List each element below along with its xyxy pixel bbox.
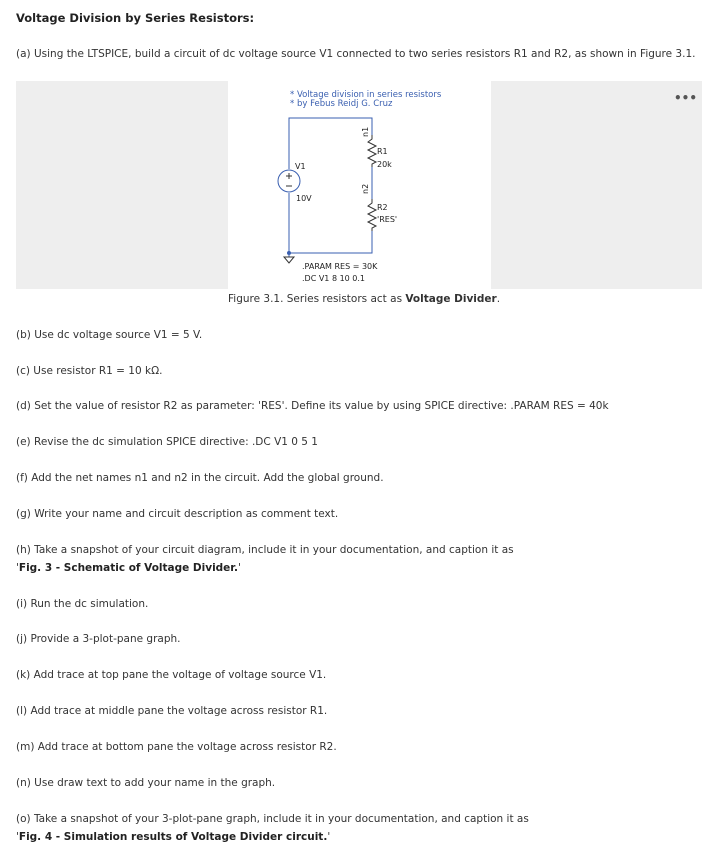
more-horizontal-icon[interactable]: ••• — [674, 91, 698, 105]
item-d: (d) Set the value of resistor R2 as parameter: 'RES'. Define its value by using SPICE directive: .PARAM RES = 40k — [16, 400, 609, 412]
quote-close: ' — [237, 562, 241, 574]
item-o-line2 — [16, 831, 330, 843]
r1-value-label: 20k — [377, 160, 392, 169]
v1-name-label: V1 — [295, 162, 306, 171]
dc-directive: .DC V1 8 10 0.1 — [302, 274, 366, 283]
page-title: Voltage Division by Series Resistors: — [16, 11, 255, 25]
item-k: (k) Add trace at top pane the voltage of voltage source V1. — [16, 669, 327, 681]
schematic-figure — [228, 81, 491, 289]
item-h-line2 — [16, 562, 241, 574]
caption-suffix: . — [496, 293, 501, 305]
item-g: (g) Write your name and circuit description as comment text. — [16, 508, 339, 520]
quote-close: ' — [327, 831, 331, 843]
item-i: (i) Run the dc simulation. — [16, 598, 149, 610]
item-j: (j) Provide a 3-plot-pane graph. — [16, 633, 181, 645]
quote-open: ' — [16, 831, 19, 843]
r2-name-label: R2 — [377, 203, 388, 212]
item-n: (n) Use draw text to add your name in the graph. — [16, 777, 276, 789]
figure-caption — [228, 293, 500, 305]
fig3-caption-text: Fig. 3 - Schematic of Voltage Divider. — [18, 562, 238, 574]
item-a: (a) Using the LTSPICE, build a circuit of dc voltage source V1 connected to two series resistors R1 and R2, as shown in Figure 3.1. — [16, 48, 696, 60]
item-o-line1: (o) Take a snapshot of your 3-plot-pane graph, include it in your documentation, and caption it as — [16, 813, 529, 825]
v1-value-label: 10V — [296, 194, 312, 203]
r1-name-label: R1 — [377, 147, 388, 156]
item-b: (b) Use dc voltage source V1 = 5 V. — [16, 329, 203, 341]
item-m: (m) Add trace at bottom pane the voltage across resistor R2. — [16, 741, 337, 753]
item-f: (f) Add the net names n1 and n2 in the circuit. Add the global ground. — [16, 472, 384, 484]
voltage-source-v1 — [278, 170, 300, 192]
schematic-comment-2: * by Febus Reidj G. Cruz — [290, 99, 393, 109]
ground-junction — [287, 251, 291, 255]
param-directive: .PARAM RES = 30K — [302, 262, 378, 271]
resistor-r2 — [368, 199, 376, 231]
caption-bold: Voltage Divider — [405, 293, 497, 305]
r2-value-label: 'RES' — [377, 215, 398, 224]
ground-icon — [284, 257, 294, 263]
quote-open: ' — [16, 562, 19, 574]
resistor-r1 — [368, 135, 376, 167]
caption-prefix: Figure 3.1. Series resistors act as — [228, 293, 406, 305]
item-l: (l) Add trace at middle pane the voltage across resistor R1. — [16, 705, 328, 717]
net-label-n2: n2 — [361, 183, 370, 194]
schematic-wires — [289, 118, 372, 257]
item-e: (e) Revise the dc simulation SPICE directive: .DC V1 0 5 1 — [16, 436, 318, 448]
item-c: (c) Use resistor R1 = 10 kΩ. — [16, 365, 163, 377]
schematic-comment-1: * Voltage division in series resistors — [290, 90, 442, 100]
net-label-n1: n1 — [361, 126, 370, 137]
fig4-caption-text: Fig. 4 - Simulation results of Voltage Divider circuit. — [18, 831, 328, 843]
item-h-line1: (h) Take a snapshot of your circuit diagram, include it in your documentation, and caption it as — [16, 544, 514, 556]
